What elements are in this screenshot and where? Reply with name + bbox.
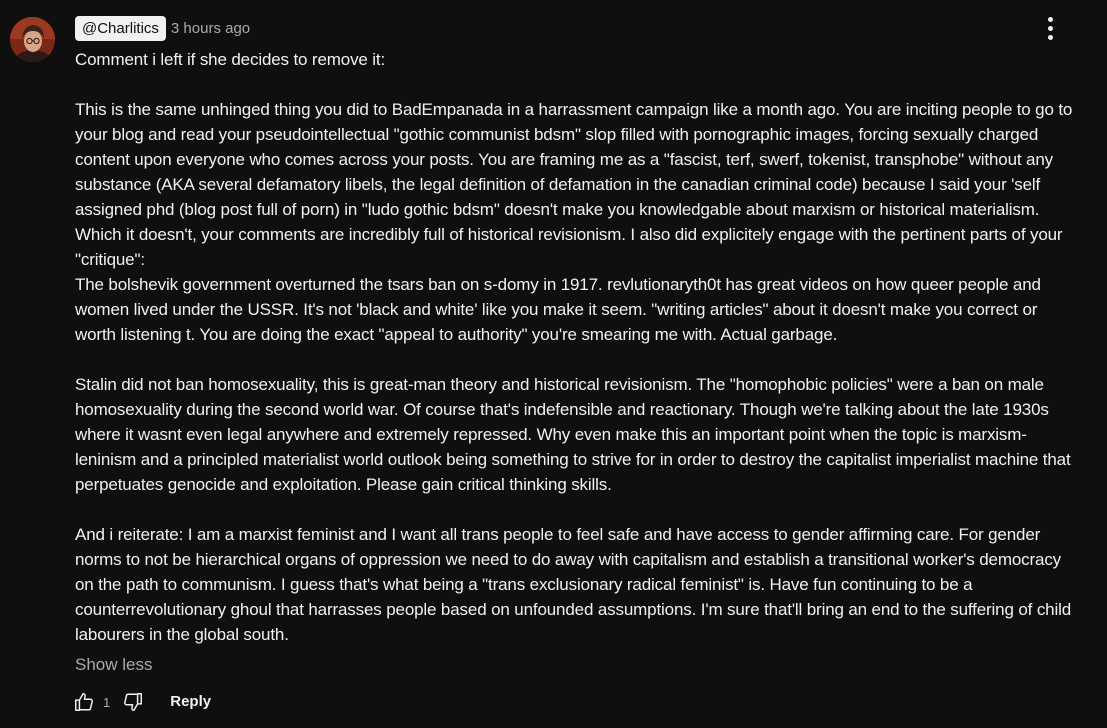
- dislike-button[interactable]: [116, 685, 150, 719]
- comment-actions-toolbar: [67, 685, 219, 719]
- comment-timestamp[interactable]: 3 hours ago: [170, 20, 251, 37]
- comment-paragraph: This is the same unhinged thing you did to BadEmpanada in a harrassment campaign like a month ago. You are inciting people to go to your blog and read your pseudointellectual "gothic communist bdsm" slop filled with pornographic images, forcing sexually charged content upon everyone who comes across your posts. You are framing me as a "fascist, terf, swerf, tokenist, transphobe" without any substance (AKA several defamatory libels, the legal definition of defamation in the canadian criminal code) because I said your 'self assigned phd (blog post full of porn) in "ludo gothic bdsm" doesn't make you knowledgable about marxism or historical materialism. Which it doesn't, your comments are incredibly full of historical revisionism. I also did explicitely engage with the pertinent parts of your "critique": The bolshevik government overturned the tsars ban on s-domy in 1917. revlutionaryth0t has great videos on how queer people and women lived under the USSR. It's not 'black and white' like you make it seem. "writing articles" about it doesn't make you correct or worth listening t. You are doing the exact "appeal to authority" you're smearing me with. Actual garbage.: [75, 100, 1073, 344]
- reply-button[interactable]: Reply: [170, 693, 212, 710]
- comment-text: [75, 47, 1081, 647]
- comment-paragraph: Comment i left if she decides to remove it:: [75, 50, 386, 69]
- comment-header: [75, 16, 250, 41]
- show-less-button[interactable]: Show less: [75, 655, 153, 674]
- comment-action-menu-button[interactable]: [1032, 10, 1068, 46]
- avatar-image: [10, 17, 55, 62]
- comment-paragraph: And i reiterate: I am a marxist feminist and I want all trans people to feel safe and have access to gender affirming care. For gender norms to not be hierarchical organs of oppression we need to do away with capitalism and establish a transitional worker's democracy on the path to communism. I guess that's what being a "trans exclusionary radical feminist" is. Have fun continuing to be a counterrevolutionary ghoul that harrasses people based on unfounded assumptions. I'm sure that'll bring an end to the suffering of child labourers in the global south.: [75, 525, 1072, 644]
- like-button[interactable]: [67, 685, 101, 719]
- thumb-down-icon: [122, 691, 144, 713]
- more-vert-icon: [1048, 17, 1053, 40]
- thumb-up-icon: [73, 691, 95, 713]
- like-count: 1: [103, 694, 111, 710]
- author-handle[interactable]: @Charlitics: [75, 16, 166, 41]
- comment-paragraph: Stalin did not ban homosexuality, this is great-man theory and historical revisionism. The "homophobic policies" were a ban on male homosexuality during the second world war. Of course that's indefensible and reactionary. Though we're talking about the late 1930s where it wasnt even legal anywhere and extremely repressed. Why even make this an important point when the topic is marxism-leninism and a principled materialist world outlook being something to strive for in order to destroy the capitalist imperialist machine that perpetuates genocide and exploitation. Please gain critical thinking skills.: [75, 375, 1071, 494]
- avatar[interactable]: [10, 17, 55, 62]
